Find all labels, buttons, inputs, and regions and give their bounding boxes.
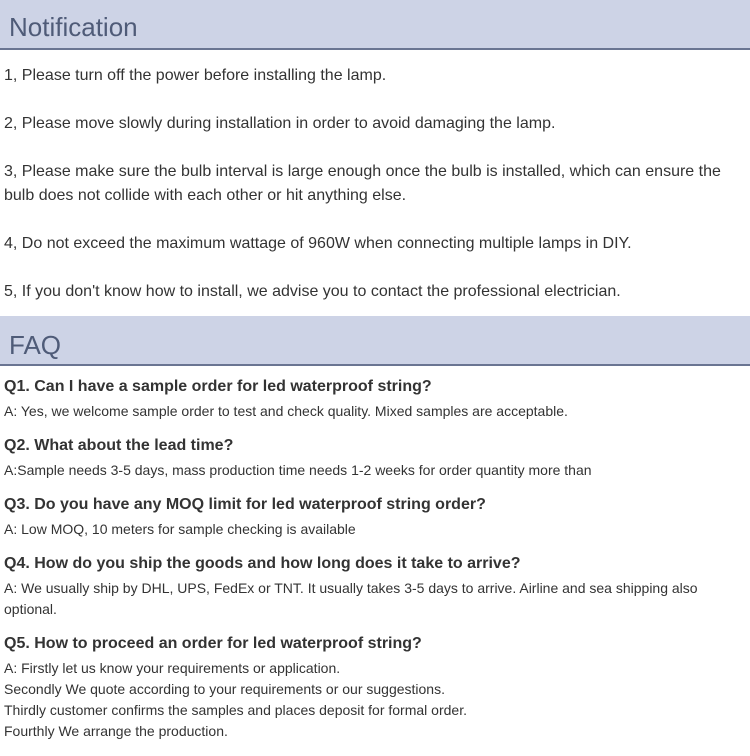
faq-answer-line: Fourthly We arrange the production. [4, 723, 228, 739]
notification-title: Notification [9, 12, 138, 42]
notice-item-3: 3, Please make sure the bulb interval is large enough once the bulb is installed, which can ensure the bulb does not collide with each other or hit anything else. [4, 163, 721, 204]
faq-answer-line: Secondly We quote according to your requirements or our suggestions. [4, 681, 445, 697]
notification-list [0, 64, 750, 304]
faq-answer-line: A: Firstly let us know your requirements or application. [4, 660, 341, 676]
faq-answer-line: A: Yes, we welcome sample order to test and check quality. Mixed samples are acceptable. [4, 403, 568, 419]
faq-answer-line: Thirdly customer confirms the samples and places deposit for formal order. [4, 702, 467, 718]
faq-answer-line: A: We usually ship by DHL, UPS, FedEx or TNT. It usually takes 3-5 days to arrive. Airline and sea shipping also optional. [4, 580, 698, 617]
faq-item-3 [4, 495, 746, 540]
notice-item-2: 2, Please move slowly during installation in order to avoid damaging the lamp. [4, 115, 556, 132]
faq-question: Q1. Can I have a sample order for led waterproof string? [4, 378, 432, 395]
faq-answer [4, 401, 746, 422]
faq-question: Q2. What about the lead time? [4, 437, 234, 454]
faq-question: Q3. Do you have any MOQ limit for led waterproof string order? [4, 496, 486, 513]
faq-list [0, 377, 750, 742]
faq-question: Q4. How do you ship the goods and how long does it take to arrive? [4, 555, 521, 572]
faq-answer [4, 519, 746, 540]
notification-header [0, 0, 750, 50]
faq-title: FAQ [9, 330, 62, 360]
faq-item-4 [4, 554, 746, 620]
notice-item-4: 4, Do not exceed the maximum wattage of 960W when connecting multiple lamps in DIY. [4, 235, 632, 252]
faq-answer-line: A:Sample needs 3-5 days, mass production time needs 1-2 weeks for order quantity more than [4, 462, 592, 478]
notice-item-5: 5, If you don't know how to install, we advise you to contact the professional electrician. [4, 283, 621, 300]
faq-answer [4, 658, 746, 742]
faq-header [0, 316, 750, 366]
notice-item-1: 1, Please turn off the power before installing the lamp. [4, 67, 387, 84]
faq-answer [4, 578, 746, 620]
faq-item-5 [4, 634, 746, 742]
faq-question: Q5. How to proceed an order for led waterproof string? [4, 635, 422, 652]
faq-item-2 [4, 436, 746, 481]
faq-answer [4, 460, 746, 481]
faq-item-1 [4, 377, 746, 422]
faq-answer-line: A: Low MOQ, 10 meters for sample checking is available [4, 521, 356, 537]
